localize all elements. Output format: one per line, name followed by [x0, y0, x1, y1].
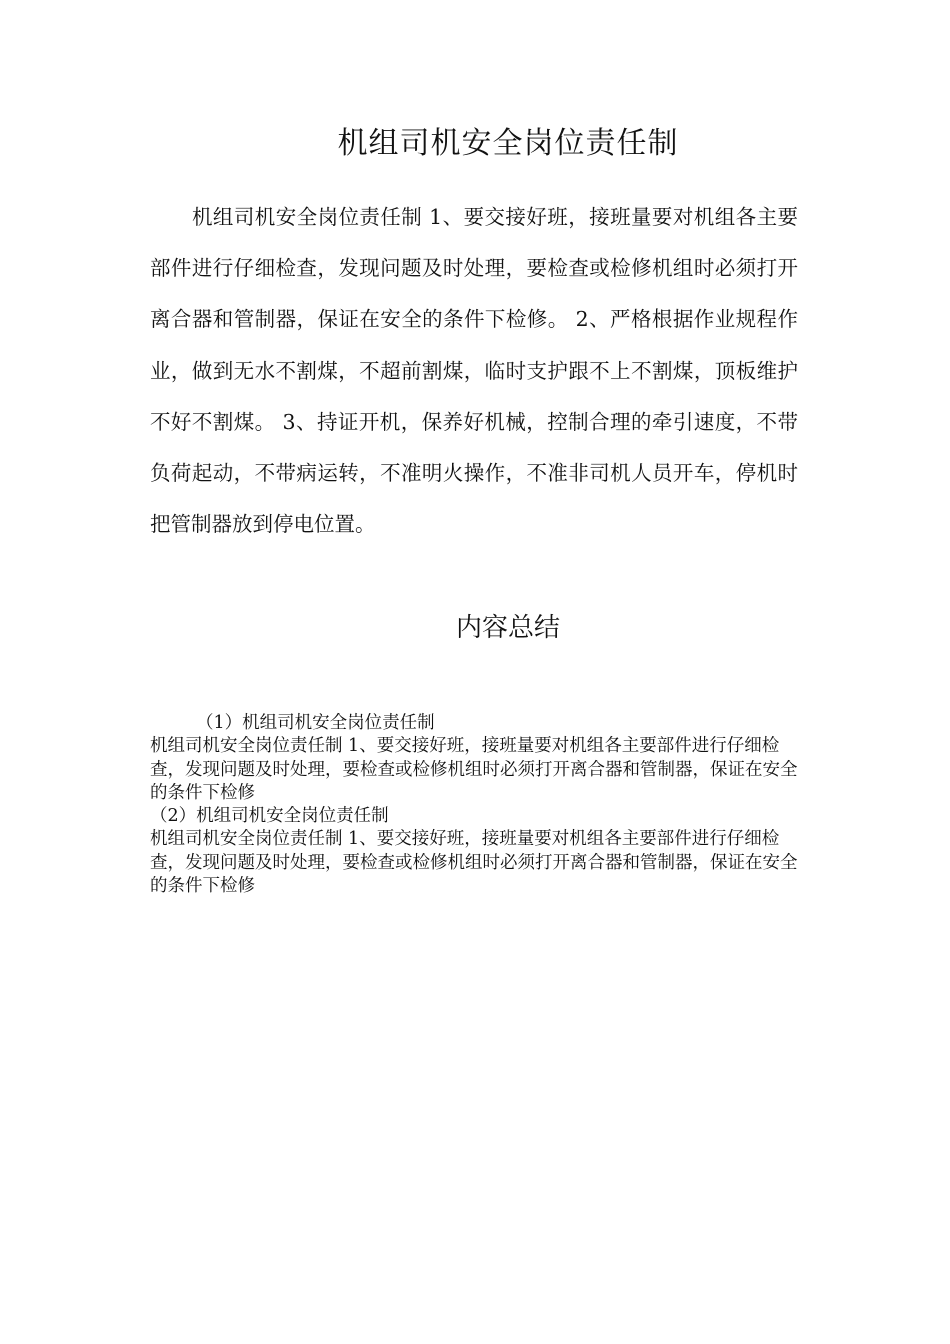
document-body: 机组司机安全岗位责任制 1、要交接好班，接班量要对机组各主要部件进行仔细检查，发现问题及时处理，要检查或检修机组时必须打开离合器和管制器，保证在安全的条件下检修。 2、严格根据作业规程作业，做到无水不割煤，不超前割煤，临时支护跟不上不割煤，顶板维护不好不割煤。 3、持证开机，保养好机械，控制合理的牵引速度，不带负荷起动，不带病运转，不准明火操作，不准非司机人员开车，停机时把管制器放到停电位置。 — [150, 205, 798, 537]
summary-title: 内容总结 — [455, 613, 560, 643]
summary-section — [150, 712, 798, 898]
summary-item-text: 机组司机安全岗位责任制 1、要交接好班，接班量要对机组各主要部件进行仔细检查，发现问题及时处理，要检查或检修机组时必须打开离合器和管制器，保证在安全的条件下检修 — [150, 829, 798, 897]
summary-item-heading: （1）机组司机安全岗位责任制 — [196, 713, 435, 733]
document-title: 机组司机安全岗位责任制 — [337, 126, 679, 161]
summary-item-heading: （2）机组司机安全岗位责任制 — [150, 806, 389, 827]
summary-item-text: 机组司机安全岗位责任制 1、要交接好班，接班量要对机组各主要部件进行仔细检查，发现问题及时处理，要检查或检修机组时必须打开离合器和管制器，保证在安全的条件下检修 — [150, 736, 798, 803]
